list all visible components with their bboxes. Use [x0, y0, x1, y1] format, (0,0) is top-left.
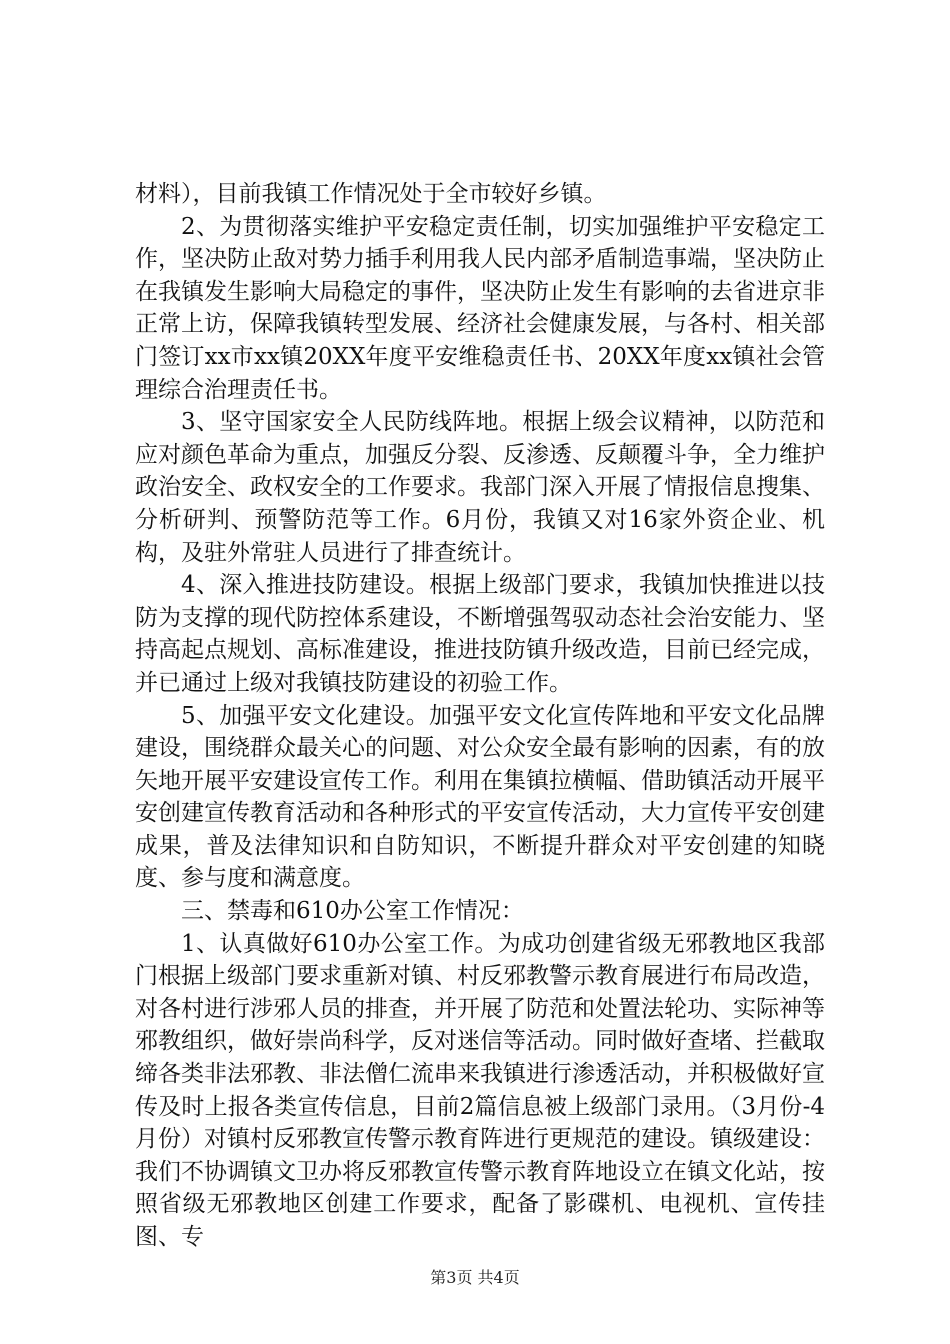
paragraph-item-3: 3、坚守国家安全人民防线阵地。根据上级会议精神，以防范和应对颜色革命为重点，加强反分裂、反渗透、反颠覆斗争，全力维护政治安全、政权安全的工作要求。我部门深入开展了情报信息搜集、分析研判、预警防范等工作。6月份，我镇又对16家外资企业、机构，及驻外常驻人员进行了排查统计。: [135, 409, 825, 566]
paragraph-item-5: 5、加强平安文化建设。加强平安文化宣传阵地和平安文化品牌建设，围绕群众最关心的问题、对公众安全最有影响的因素，有的放矢地开展平安建设宣传工作。利用在集镇拉横幅、借助镇活动开展平安创建宣传教育活动和各种形式的平安宣传活动，大力宣传平安创建成果，普及法律知识和自防知识，不断提升群众对平安创建的知晓度、参与度和满意度。: [135, 702, 825, 892]
paragraph-item-2: 2、为贯彻落实维护平安稳定责任制，切实加强维护平安稳定工作，坚决防止敌对势力插手利用我人民内部矛盾制造事端，坚决防止在我镇发生影响大局稳定的事件，坚决防止发生有影响的去省进京非正常上访，保障我镇转型发展、经济社会健康发展，与各村、相关部门签订xx市xx镇20XX年度平安维稳责任书、20XX年度xx镇社会管理综合治理责任书。: [135, 213, 825, 403]
paragraph-continuation: 材料），目前我镇工作情况处于全市较好乡镇。: [135, 181, 607, 207]
page-footer: 第3页 共4页: [430, 1268, 520, 1287]
paragraph-item-610-office: 1、认真做好610办公室工作。为成功创建省级无邪教地区我部门根据上级部门要求重新对镇、村反邪教警示教育展进行布局改造，对各村进行涉邪人员的排查，并开展了防范和处置法轮功、实际神等邪教组织，做好崇尚科学，反对迷信等活动。同时做好查堵、拦截取缔各类非法邪教、非法僧仁流串来我镇进行渗透活动，并积极做好宣传及时上报各类宣传信息，目前2篇信息被上级部门录用。（3月份-4月份）对镇村反邪教宣传警示教育阵进行更规范的建设。镇级建设：我们不协调镇文卫办将反邪教宣传警示教育阵地设立在镇文化站，按照省级无邪教地区创建工作要求，配备了影碟机、电视机、宣传挂图、专: [135, 930, 825, 1250]
section-heading-3: 三、禁毒和610办公室工作情况：: [181, 898, 524, 925]
paragraph-item-4: 4、深入推进技防建设。根据上级部门要求，我镇加快推进以技防为支撑的现代防控体系建设，不断增强驾驭动态社会治安能力、坚持高起点规划、高标准建设，推进技防镇升级改造，目前已经完成，并已通过上级对我镇技防建设的初验工作。: [135, 572, 825, 696]
document-body: [135, 178, 825, 1254]
